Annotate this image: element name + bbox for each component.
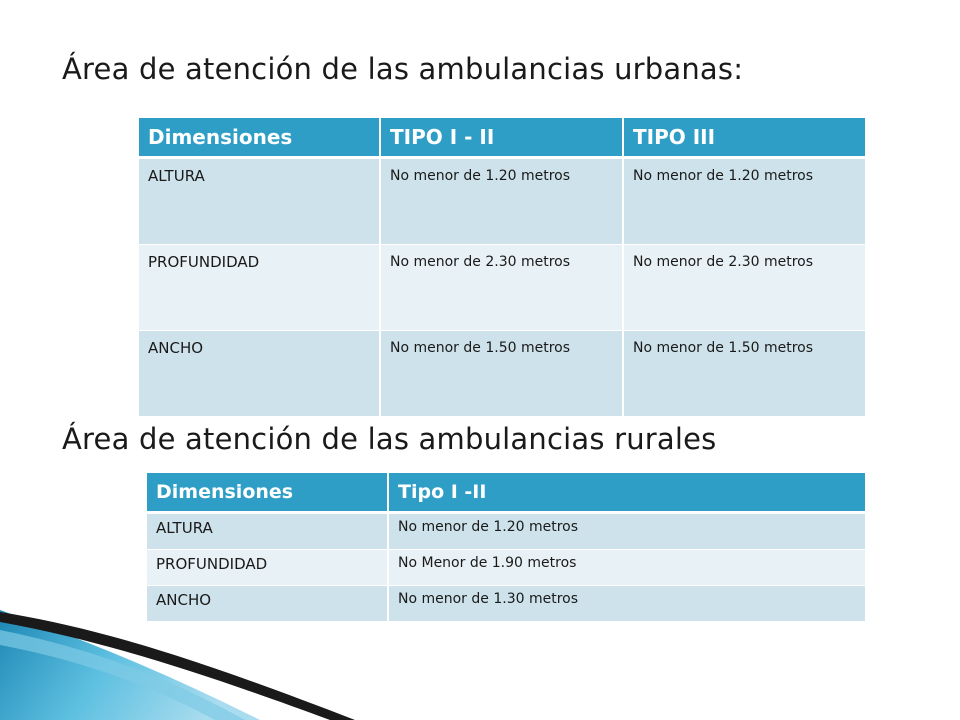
table-row [139,245,865,331]
table-cell: No menor de 1.30 metros [388,586,865,622]
rural-dimensions-table [147,473,865,622]
column-header-dimensiones: Dimensiones [139,118,380,158]
table-cell: No menor de 1.50 metros [623,331,865,417]
table-row [147,550,865,586]
dimension-label: ANCHO [147,586,388,622]
dimension-label: PROFUNDIDAD [147,550,388,586]
table-row [147,586,865,622]
table-cell: No menor de 1.20 metros [623,158,865,245]
table-cell: No menor de 2.30 metros [623,245,865,331]
dimension-label: ALTURA [147,513,388,550]
rural-heading: Área de atención de las ambulancias rurales [62,422,717,456]
urban-heading: Área de atención de las ambulancias urbanas: [62,52,744,86]
dimension-label: ALTURA [139,158,380,245]
column-header-tipo-iii: TIPO III [623,118,865,158]
table-header-row [139,118,865,158]
table-cell: No menor de 2.30 metros [380,245,623,331]
table-cell: No menor de 1.50 metros [380,331,623,417]
table-header-row [147,473,865,513]
column-header-tipo-i-ii: TIPO I - II [380,118,623,158]
table-cell: No Menor de 1.90 metros [388,550,865,586]
dimension-label: ANCHO [139,331,380,417]
column-header-dimensiones: Dimensiones [147,473,388,513]
dimension-label: PROFUNDIDAD [139,245,380,331]
table-row [139,158,865,245]
table-cell: No menor de 1.20 metros [380,158,623,245]
table-row [139,331,865,417]
table-cell: No menor de 1.20 metros [388,513,865,550]
table-row [147,513,865,550]
column-header-tipo-i-ii: Tipo I -II [388,473,865,513]
urban-dimensions-table [139,118,865,417]
